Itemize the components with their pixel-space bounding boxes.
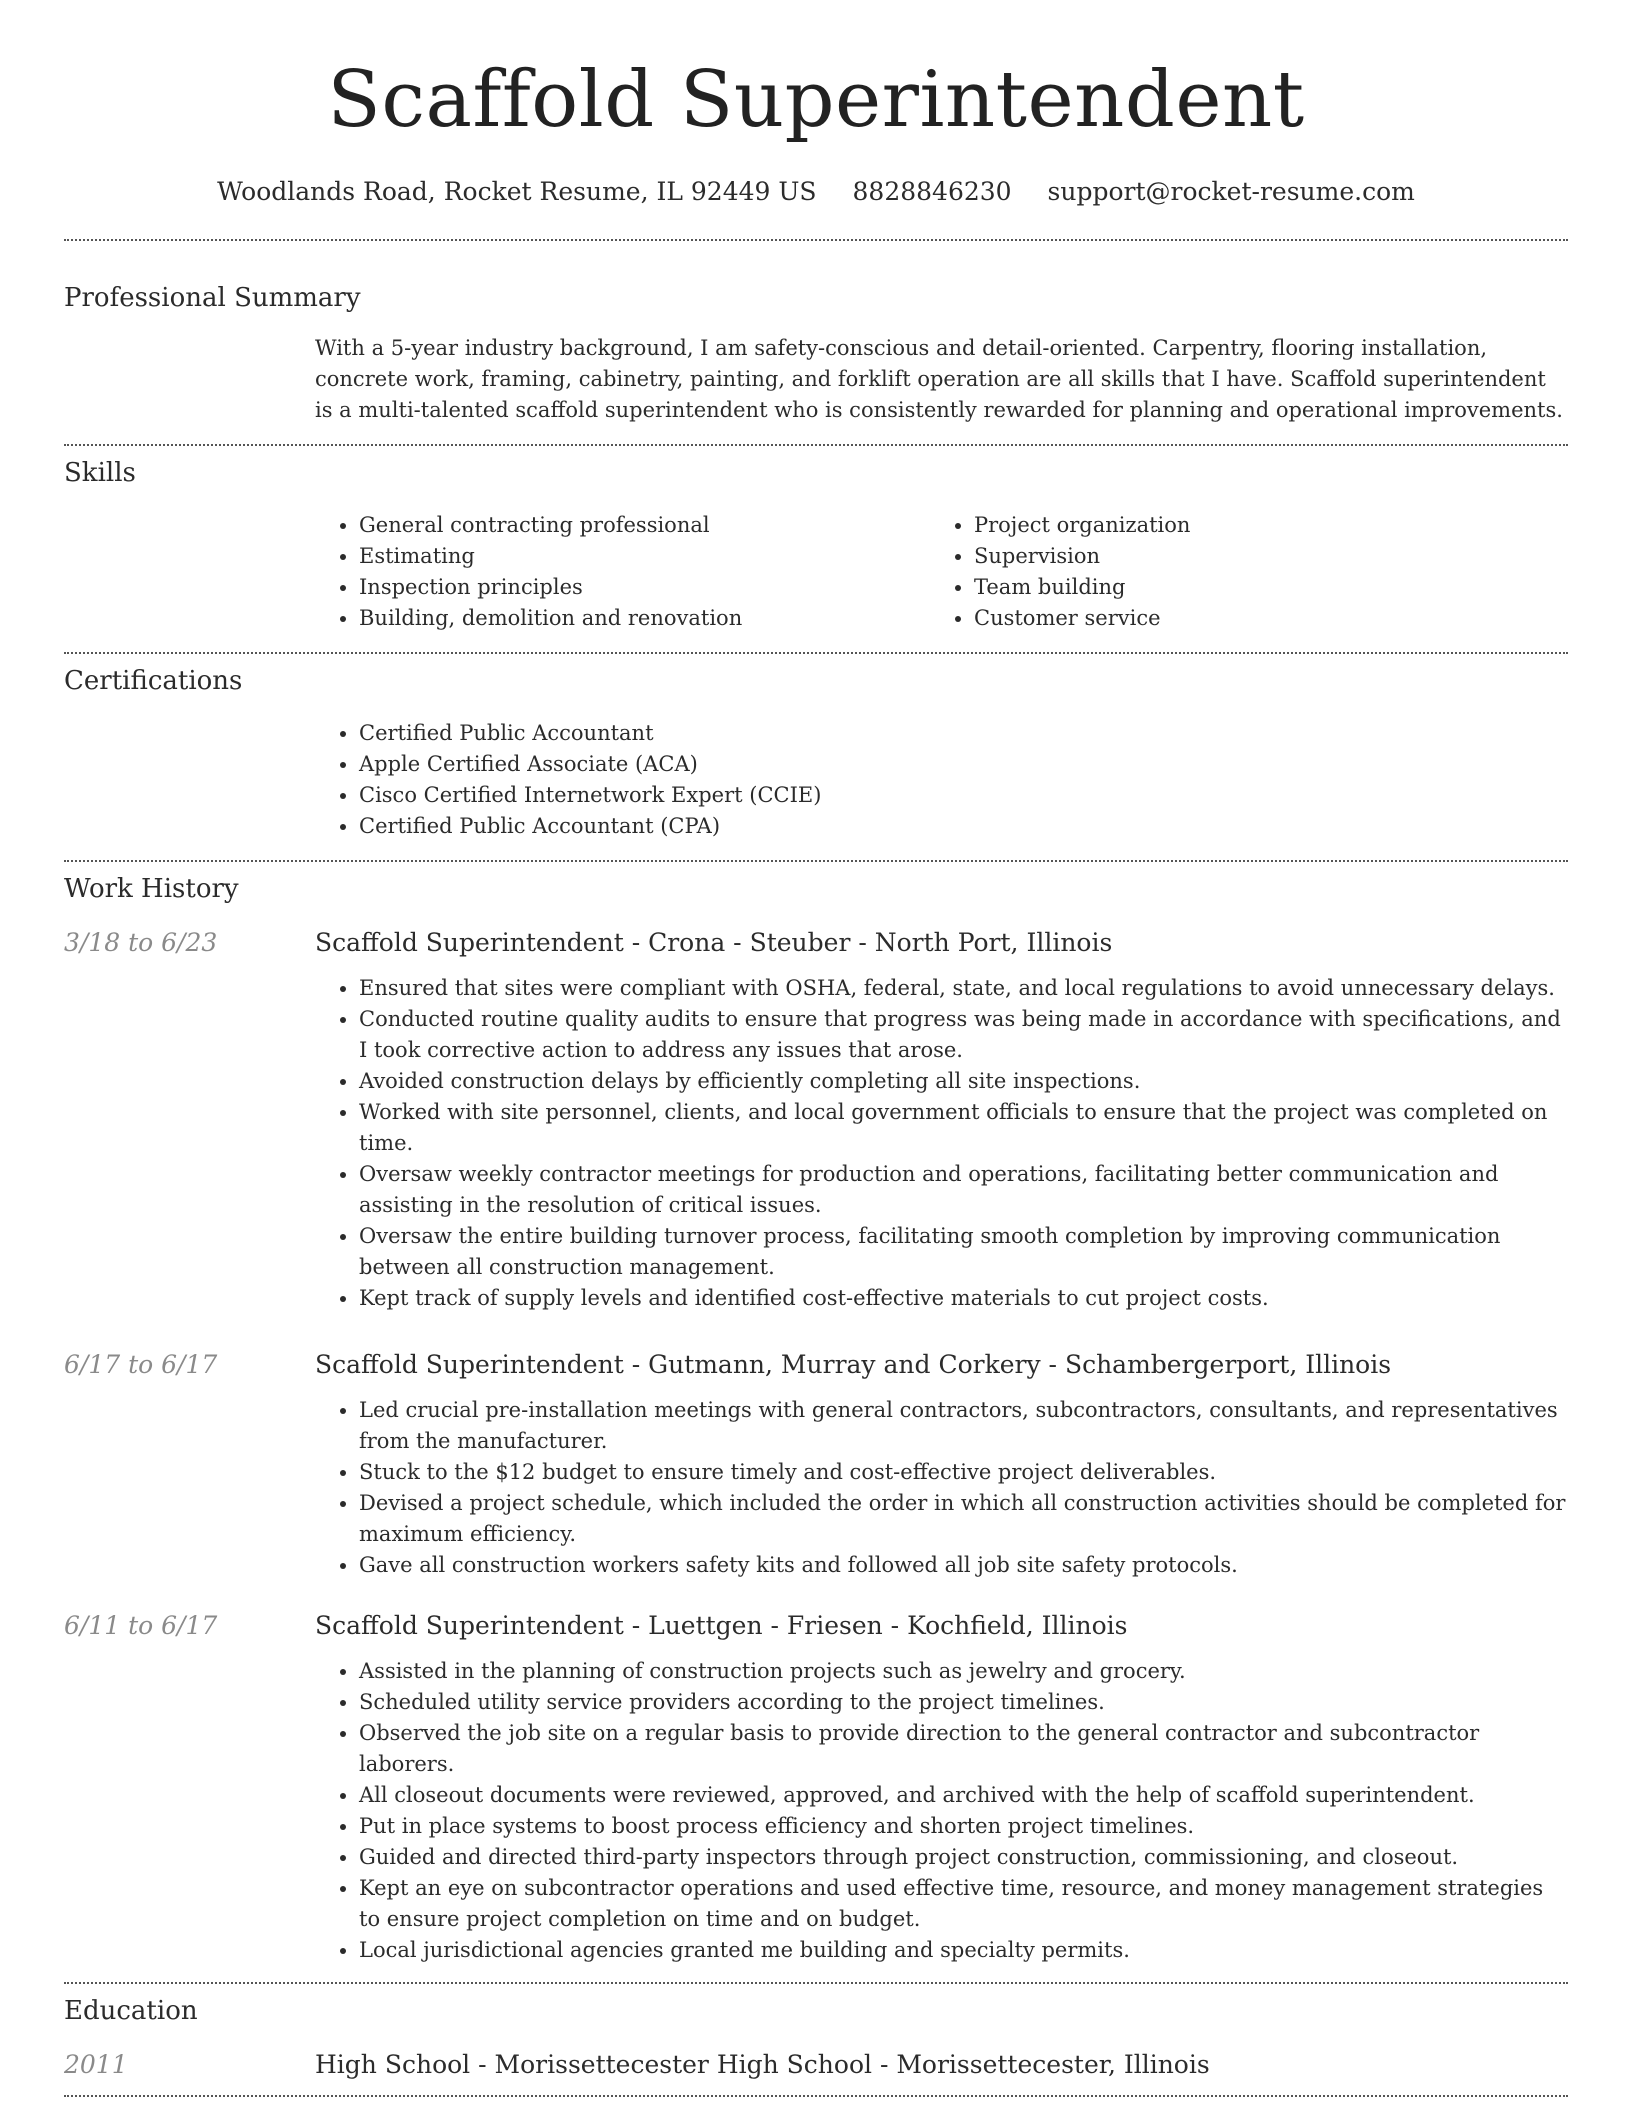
job-bullet: • Ensured that sites were compliant with OSHA, federal, state, and local regulations to avoid unnecessary delays. bbox=[359, 973, 1568, 1004]
divider bbox=[64, 2095, 1568, 2097]
job-title: Scaffold Superintendent - Crona - Steuber - North Port, Illinois bbox=[315, 928, 1113, 957]
section-title-certifications: Certifications bbox=[64, 666, 243, 696]
job-bullet: • Led crucial pre-installation meetings with general contractors, subcontractors, consultants, and representatives from the manufacturer. bbox=[359, 1395, 1568, 1457]
skills-column-right bbox=[930, 510, 1545, 634]
divider bbox=[64, 860, 1568, 862]
education-section bbox=[64, 1994, 1568, 2079]
job-bullet: • Scheduled utility service providers according to the project timelines. bbox=[359, 1687, 1568, 1718]
skill-item: • Customer service bbox=[974, 603, 1545, 634]
skill-item: • Team building bbox=[974, 572, 1545, 603]
contact-address: Woodlands Road, Rocket Resume, IL 92449 US bbox=[217, 177, 817, 206]
job-date: 6/11 to 6/17 bbox=[64, 1611, 218, 1640]
jobs-list bbox=[64, 928, 1568, 1966]
skill-item: • Supervision bbox=[974, 541, 1545, 572]
education-title: High School - Morissettecester High School - Morissettecester, Illinois bbox=[315, 2050, 1210, 2079]
job-bullets bbox=[315, 1656, 1568, 1966]
certification-item: • Apple Certified Associate (ACA) bbox=[359, 749, 1568, 780]
skill-item: • Project organization bbox=[974, 510, 1545, 541]
job-bullet: • Kept an eye on subcontractor operations and used effective time, resource, and money management strategies to ensure project completion on time and on budget. bbox=[359, 1873, 1568, 1935]
job-bullet: • Devised a project schedule, which included the order in which all construction activities should be completed for maximum efficiency. bbox=[359, 1488, 1568, 1550]
section-title-work: Work History bbox=[64, 874, 239, 904]
job-header bbox=[64, 1350, 1568, 1379]
job-header bbox=[64, 1611, 1568, 1640]
job-entry bbox=[64, 1611, 1568, 1966]
job-bullet: • Conducted routine quality audits to ensure that progress was being made in accordance with specifications, and I took corrective action to address any issues that arose. bbox=[359, 1004, 1568, 1066]
job-bullet: • Oversaw the entire building turnover process, facilitating smooth completion by improving communication between all construction management. bbox=[359, 1221, 1568, 1283]
certification-item: • Cisco Certified Internetwork Expert (CCIE) bbox=[359, 780, 1568, 811]
section-title-education: Education bbox=[64, 1996, 198, 2026]
resume-name: Scaffold Superintendent bbox=[327, 55, 1305, 145]
skill-item: • Inspection principles bbox=[359, 572, 930, 603]
section-title-summary: Professional Summary bbox=[64, 283, 361, 313]
education-entry bbox=[64, 2050, 1568, 2079]
job-bullet: • Guided and directed third-party inspectors through project construction, commissioning, and closeout. bbox=[359, 1842, 1568, 1873]
job-bullet: • Kept track of supply levels and identified cost-effective materials to cut project costs. bbox=[359, 1283, 1568, 1314]
skill-item: • Estimating bbox=[359, 541, 930, 572]
job-title: Scaffold Superintendent - Gutmann, Murray and Corkery - Schambergerport, Illinois bbox=[315, 1350, 1392, 1379]
certifications-list bbox=[315, 718, 1568, 842]
certification-item: • Certified Public Accountant (CPA) bbox=[359, 811, 1568, 842]
skills-column-left bbox=[315, 510, 930, 634]
job-bullet: • Local jurisdictional agencies granted me building and specialty permits. bbox=[359, 1935, 1568, 1966]
skill-item: • Building, demolition and renovation bbox=[359, 603, 930, 634]
contact-line bbox=[64, 174, 1568, 210]
skills-list bbox=[315, 510, 1568, 634]
work-section bbox=[64, 872, 1568, 1966]
resume-page bbox=[64, 0, 1568, 2097]
job-entry bbox=[64, 928, 1568, 1314]
divider bbox=[64, 652, 1568, 654]
job-bullet: • Oversaw weekly contractor meetings for production and operations, facilitating better communication and assisting in the resolution of critical issues. bbox=[359, 1159, 1568, 1221]
certification-item: • Certified Public Accountant bbox=[359, 718, 1568, 749]
job-entry bbox=[64, 1350, 1568, 1581]
contact-phone: 8828846230 bbox=[852, 177, 1012, 206]
job-date: 3/18 to 6/23 bbox=[64, 928, 218, 957]
job-bullet: • Stuck to the $12 budget to ensure timely and cost-effective project deliverables. bbox=[359, 1457, 1568, 1488]
divider bbox=[64, 444, 1568, 446]
job-header bbox=[64, 928, 1568, 957]
job-bullet: • Assisted in the planning of construction projects such as jewelry and grocery. bbox=[359, 1656, 1568, 1687]
job-bullets bbox=[315, 1395, 1568, 1581]
skill-item: • General contracting professional bbox=[359, 510, 930, 541]
certifications-section bbox=[64, 664, 1568, 842]
divider bbox=[64, 1982, 1568, 1984]
job-title: Scaffold Superintendent - Luettgen - Friesen - Kochfield, Illinois bbox=[315, 1611, 1128, 1640]
job-bullet: • Observed the job site on a regular basis to provide direction to the general contractor and subcontractor laborers. bbox=[359, 1718, 1568, 1780]
skills-section bbox=[64, 456, 1568, 634]
job-bullet: • Avoided construction delays by efficiently completing all site inspections. bbox=[359, 1066, 1568, 1097]
job-bullet: • Put in place systems to boost process efficiency and shorten project timelines. bbox=[359, 1811, 1568, 1842]
section-title-skills: Skills bbox=[64, 458, 136, 488]
job-bullet: • Gave all construction workers safety kits and followed all job site safety protocols. bbox=[359, 1550, 1568, 1581]
summary-text: With a 5-year industry background, I am safety-conscious and detail-oriented. Carpentry, flooring installation, concrete work, framing, cabinetry, painting, and forklift operation are all skills that I have. Scaffold superintendent is a multi-talented scaffold superintendent who is consistently rewarded for planning and operational improvements. bbox=[315, 336, 1563, 422]
job-date: 6/17 to 6/17 bbox=[64, 1350, 218, 1379]
job-bullet: • All closeout documents were reviewed, approved, and archived with the help of scaffold superintendent. bbox=[359, 1780, 1568, 1811]
summary-section bbox=[64, 281, 1568, 426]
divider bbox=[64, 239, 1568, 241]
job-bullets bbox=[315, 973, 1568, 1314]
job-bullet: • Worked with site personnel, clients, and local government officials to ensure that the project was completed on time. bbox=[359, 1097, 1568, 1159]
education-date: 2011 bbox=[64, 2050, 128, 2079]
contact-email: support@rocket-resume.com bbox=[1047, 177, 1415, 206]
